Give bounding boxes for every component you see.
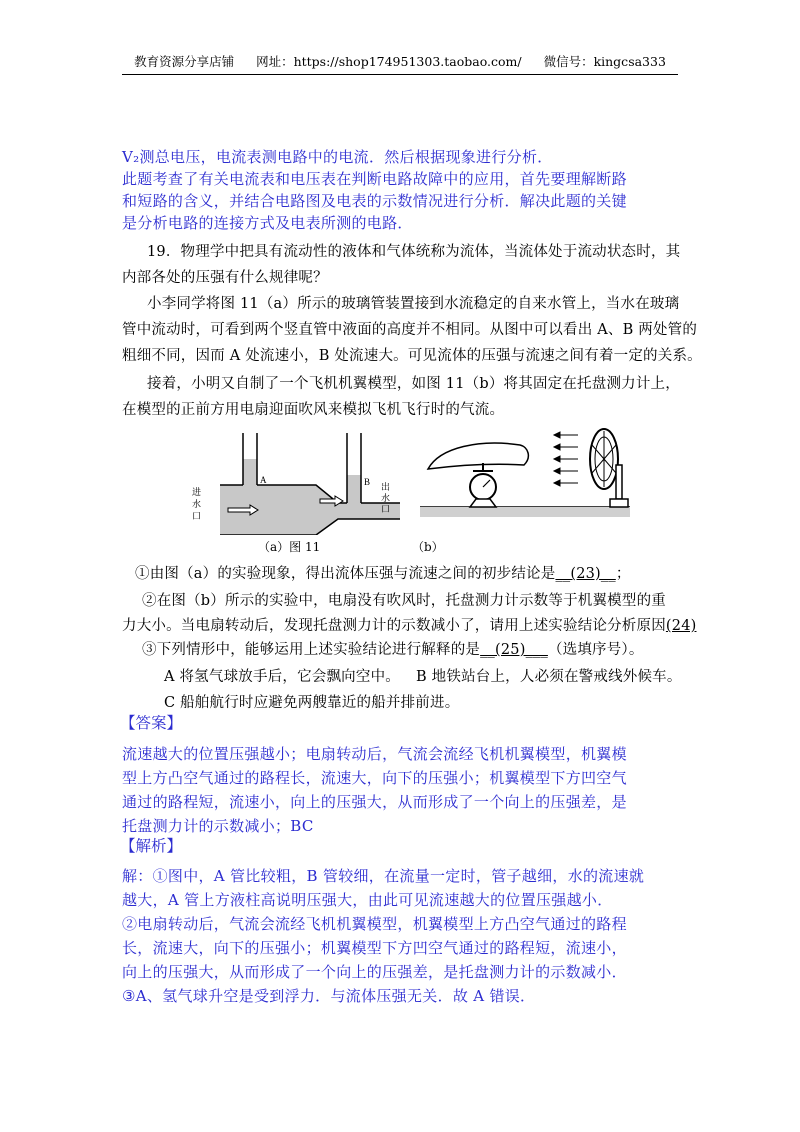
- analysis-line-2: 越大，A 管上方液柱高说明压强大，由此可见流速越大的位置压强越小．: [122, 891, 613, 909]
- wechat-id: 微信号：kingcsa333: [543, 54, 666, 69]
- intro-line-4: 是分析电路的连接方式及电表所测的电路．: [122, 214, 413, 232]
- scale-base: [470, 499, 496, 507]
- answer-line-1: 流速越大的位置压强越小；电扇转动后，气流会流经飞机机翼模型，机翼模: [122, 745, 627, 763]
- answer-tag: 【答案】: [120, 714, 183, 732]
- shop-url[interactable]: 网址：https://shop174951303.taobao.com/: [256, 54, 522, 69]
- blank-24: (24): [665, 618, 697, 634]
- intro-line-3: 和短路的含义，并结合电路图及电表的示数情况进行分析．解决此题的关键: [122, 192, 627, 210]
- subquestion-3: ③下列情形中，能够运用上述实验结论进行解释的是__(25)___（选填序号）。: [142, 642, 644, 658]
- inlet-label-1: 进: [192, 488, 202, 498]
- blank-23: __(23)__: [555, 566, 616, 582]
- tube-b-water: [347, 475, 361, 503]
- blank-25: __(25)___: [480, 642, 548, 658]
- analysis-line-5: 向上的压强大，从而形成了一个向上的压强差，是托盘测力计的示数减小．: [122, 963, 627, 981]
- question-line-1: 19．物理学中把具有流动性的液体和气体统称为流体，当流体处于流动状态时，其: [147, 244, 681, 260]
- paragraph-line-5: 在模型的正前方用电扇迎面吹风来模拟飞机飞行时的气流。: [122, 402, 505, 418]
- fan-stand: [616, 465, 622, 499]
- answer-line-2: 型上方凸空气通过的路程长，流速大，向下的压强小；机翼模型下方凹空气: [122, 769, 627, 787]
- paragraph-line-1: 小李同学将图 11（a）所示的玻璃管装置接到水流稳定的自来水管上，当水在玻璃: [147, 296, 680, 312]
- point-b-label: B: [364, 477, 371, 487]
- question-line-2: 内部各处的压强有什么规律呢？: [122, 270, 328, 286]
- answer-line-3: 通过的路程短，流速小，向上的压强大，从而形成了一个向上的压强差，是: [122, 793, 627, 811]
- analysis-line-6: ③A、氢气球升空是受到浮力．与流体压强无关．故 A 错误．: [122, 987, 536, 1005]
- figure-a-tube-diagram: [180, 425, 400, 535]
- paragraph-line-3: 粗细不同，因而 A 处流速小，B 处流速大。可见流体的压强与流速之间有着一定的关系。: [122, 348, 702, 364]
- option-a: A 将氢气球放手后，它会飘向空中。: [164, 669, 400, 685]
- wing-model: [428, 443, 528, 469]
- answer-line-4: 托盘测力计的示数减小；BC: [122, 817, 314, 835]
- paragraph-line-2: 管中流动时，可看到两个竖直管中液面的高度并不相同。从图中可以看出 A、B 两处管的: [122, 322, 698, 338]
- point-a-label: A: [260, 475, 267, 485]
- inlet-label-2: 水: [192, 500, 202, 510]
- subquestion-1: ①由图（a）的实验现象，得出流体压强与流速之间的初步结论是__(23)__；: [135, 566, 631, 582]
- analysis-line-3: ②电扇转动后，气流会流经飞机机翼模型，机翼模型上方凸空气通过的路程: [122, 915, 627, 933]
- intro-line-2: 此题考查了有关电流表和电压表在判断电路故障中的应用，首先要理解断路: [122, 170, 627, 188]
- figure-b-wing-fan-diagram: [420, 425, 630, 530]
- subquestion-2-line-2: 力大小。当电扇转动后，发现托盘测力计的示数减小了，请用上述实验结论分析原因(24): [122, 618, 697, 634]
- figure-a-caption: （a）图 11: [258, 540, 321, 554]
- intro-line-1: V₂测总电压，电流表测电路中的电流．然后根据现象进行分析．: [122, 148, 553, 166]
- analysis-tag: 【解析】: [120, 837, 183, 855]
- subquestion-2-line-1: ②在图（b）所示的实验中，电扇没有吹风时，托盘测力计示数等于机翼模型的重: [142, 593, 666, 609]
- shop-name: 教育资源分享店铺: [134, 54, 235, 69]
- figure-b-caption: （b）: [412, 540, 444, 554]
- option-b: B 地铁站台上，人必须在警戒线外候车。: [416, 669, 682, 685]
- header-divider: [122, 74, 678, 75]
- inlet-label-3: 口: [192, 512, 202, 522]
- paragraph-line-4: 接着，小明又自制了一个飞机机翼模型，如图 11（b）将其固定在托盘测力计上，: [147, 376, 680, 392]
- analysis-line-1: 解：①图中，A 管比较粗，B 管较细，在流量一定时，管子越细，水的流速就: [122, 867, 645, 885]
- table-surface: [420, 507, 630, 517]
- fan-base: [610, 499, 628, 507]
- wind-arrows: [554, 432, 578, 486]
- page-header: [0, 52, 800, 70]
- option-c: C 船舶航行时应避免两艘靠近的船并排前进。: [164, 695, 460, 711]
- analysis-line-4: 长，流速大，向下的压强小；机翼模型下方凹空气通过的路程短，流速小，: [122, 939, 627, 957]
- outlet-label: 出 水 口: [381, 483, 391, 515]
- tube-a-water: [243, 459, 257, 485]
